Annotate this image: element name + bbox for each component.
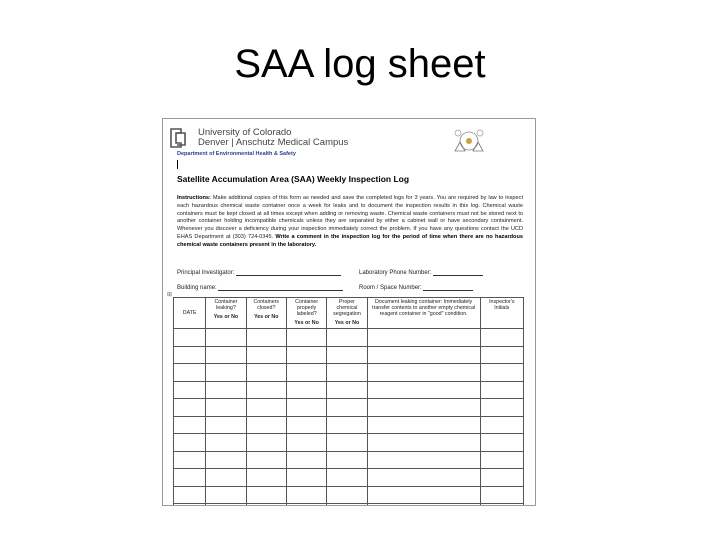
- table-cell: [174, 416, 206, 434]
- header-date: DATE: [174, 298, 206, 329]
- department-name: Department of Environmental Health & Safety: [177, 151, 296, 157]
- table-cell: [367, 416, 480, 434]
- table-row: [174, 381, 524, 399]
- table-cell: [480, 451, 523, 469]
- table-cell: [367, 504, 480, 507]
- pi-field: [177, 269, 341, 276]
- room-label: Room / Space Number:: [359, 285, 422, 291]
- table-cell: [367, 346, 480, 364]
- table-cell: [206, 486, 246, 504]
- university-line-2: Denver | Anschutz Medical Campus: [198, 137, 349, 148]
- table-cell: [327, 469, 367, 487]
- table-cell: [246, 469, 286, 487]
- table-header-row: [174, 298, 524, 329]
- table-cell: [327, 416, 367, 434]
- phone-field: [359, 269, 483, 276]
- table-row: [174, 399, 524, 417]
- table-cell: [206, 416, 246, 434]
- table-row: [174, 451, 524, 469]
- table-cell: [286, 399, 326, 417]
- table-cell: [327, 329, 367, 347]
- table-cell: [480, 381, 523, 399]
- table-cell: [206, 469, 246, 487]
- pi-input-line: [236, 269, 341, 276]
- slide-title: SAA log sheet: [234, 42, 486, 86]
- table-cell: [367, 364, 480, 382]
- table-cell: [480, 416, 523, 434]
- table-cell: [286, 469, 326, 487]
- table-cell: [206, 399, 246, 417]
- table-row: [174, 329, 524, 347]
- table-cell: [174, 451, 206, 469]
- table-cell: [246, 399, 286, 417]
- building-input-line: [218, 284, 343, 291]
- table-cell: [367, 434, 480, 452]
- header-labeled: Container properly labeled? Yes or No: [286, 298, 326, 329]
- table-cell: [327, 364, 367, 382]
- table-cell: [327, 486, 367, 504]
- header-segregation: Proper chemical segregation Yes or No: [327, 298, 367, 329]
- university-name: [198, 128, 348, 148]
- table-cell: [246, 451, 286, 469]
- inspection-table: [173, 297, 524, 506]
- document-title: Satellite Accumulation Area (SAA) Weekly Inspection Log: [177, 174, 410, 184]
- table-cell: [286, 364, 326, 382]
- table-cell: [174, 434, 206, 452]
- table-row: [174, 434, 524, 452]
- table-cell: [327, 434, 367, 452]
- table-cell: [327, 346, 367, 364]
- table-row: [174, 346, 524, 364]
- table-cell: [246, 381, 286, 399]
- header-document-leak: Document leaking container: Immediately transfer contents to another empty chemical reagent container in "good" condition.: [367, 298, 480, 329]
- table-cell: [327, 451, 367, 469]
- table-cell: [206, 434, 246, 452]
- table-cell: [367, 399, 480, 417]
- table-cell: [246, 504, 286, 507]
- table-cell: [286, 329, 326, 347]
- table-cell: [367, 329, 480, 347]
- instructions-text: Make additional copies of this form as needed and save the completed logs for 3 years. You are required by law to inspect each hazardous chemical waste container once a week for leaks and to document the inspection results in this log. Chemical waste containers must be kept closed at all times except when adding or removing waste. Chemical waste containers must not be stored next to another container holding incompatible chemicals unless they are separated by either a cabinet wall or have secondary containment. Whenever you discover a deficiency during your inspection immediately correct the problem. If you have any questions contact the UCD EHAS Department at (303) 724-0345.: [177, 195, 523, 240]
- table-cell: [286, 504, 326, 507]
- table-cell: [286, 416, 326, 434]
- table-cell: [480, 364, 523, 382]
- pi-label: Principal Investigator:: [177, 270, 235, 276]
- table-row: [174, 364, 524, 382]
- phone-input-line: [433, 269, 483, 276]
- instructions-label: Instructions:: [177, 195, 211, 201]
- room-field: [359, 284, 473, 291]
- table-cell: [206, 329, 246, 347]
- table-cell: [480, 329, 523, 347]
- building-field: [177, 284, 343, 291]
- university-line-1: University of Colorado: [198, 127, 292, 138]
- instructions-bold-note: Write a comment in the inspection log for the period of time when there are no hazardous chemical waste containers present in the laboratory.: [177, 233, 523, 248]
- table-cell: [206, 381, 246, 399]
- table-cell: [246, 364, 286, 382]
- phone-label: Laboratory Phone Number:: [359, 270, 432, 276]
- table-cell: [480, 469, 523, 487]
- table-cell: [246, 486, 286, 504]
- hazard-emblem-icon: [449, 127, 489, 155]
- table-cell: [286, 451, 326, 469]
- table-row: [174, 504, 524, 507]
- table-cell: [246, 416, 286, 434]
- table-cell: [246, 346, 286, 364]
- text-cursor: [177, 160, 178, 169]
- table-cell: [174, 399, 206, 417]
- table-cell: [286, 381, 326, 399]
- table-cell: [206, 346, 246, 364]
- table-row: [174, 486, 524, 504]
- table-anchor-icon: ⊞: [167, 292, 173, 298]
- table-cell: [367, 469, 480, 487]
- table-cell: [286, 486, 326, 504]
- table-cell: [286, 434, 326, 452]
- header-leaking: Container leaking? Yes or No: [206, 298, 246, 329]
- table-cell: [367, 381, 480, 399]
- table-body: [174, 329, 524, 507]
- table-cell: [174, 364, 206, 382]
- table-cell: [480, 486, 523, 504]
- room-input-line: [423, 284, 473, 291]
- table-cell: [174, 346, 206, 364]
- table-cell: [327, 504, 367, 507]
- table-cell: [480, 346, 523, 364]
- table-cell: [367, 486, 480, 504]
- table-cell: [367, 451, 480, 469]
- table-row: [174, 469, 524, 487]
- table-cell: [174, 381, 206, 399]
- table-cell: [206, 504, 246, 507]
- table-cell: [480, 504, 523, 507]
- table-cell: [206, 451, 246, 469]
- table-cell: [480, 434, 523, 452]
- header-closed: Containers closed? Yes or No: [246, 298, 286, 329]
- table-cell: [480, 399, 523, 417]
- table-cell: [327, 399, 367, 417]
- header-initials: Inspector's Initials: [480, 298, 523, 329]
- table-cell: [327, 381, 367, 399]
- table-cell: [246, 434, 286, 452]
- table-cell: [246, 329, 286, 347]
- cu-logo-icon: [169, 127, 187, 149]
- table-cell: [174, 469, 206, 487]
- table-cell: [286, 346, 326, 364]
- table-cell: [174, 486, 206, 504]
- building-label: Building name:: [177, 285, 217, 291]
- instructions-block: [177, 195, 523, 250]
- table-cell: [174, 329, 206, 347]
- table-cell: [206, 364, 246, 382]
- log-sheet-document: [162, 118, 536, 506]
- table-cell: [174, 504, 206, 507]
- table-row: [174, 416, 524, 434]
